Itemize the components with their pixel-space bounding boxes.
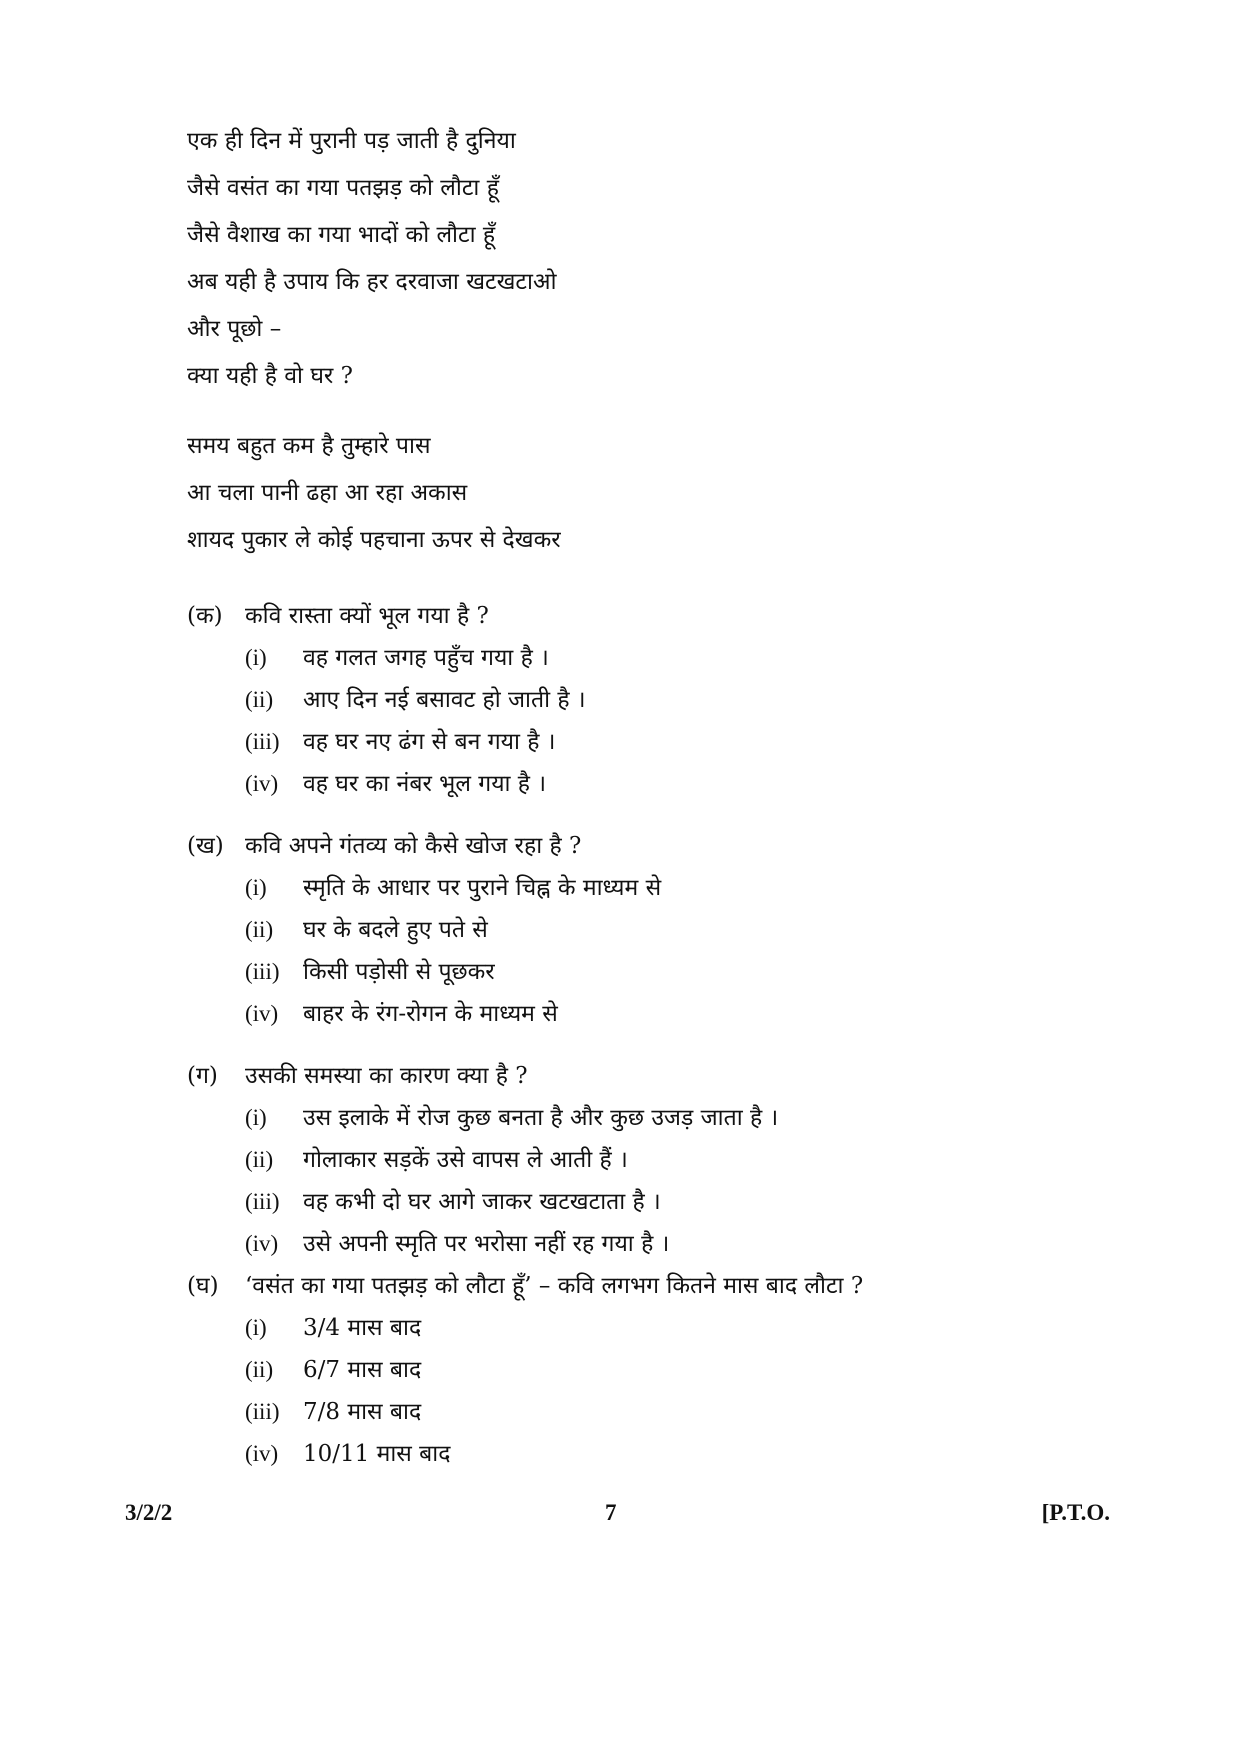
- paper-code: 3/2/2: [125, 1500, 173, 1525]
- option-number: (iv): [245, 771, 279, 796]
- option: [245, 763, 1147, 805]
- option-number: (iii): [245, 1399, 280, 1424]
- option-text: वह घर नए ढंग से बन गया है ।: [303, 729, 556, 755]
- poem-line: जैसे वसंत का गया पतझड़ को लौटा हूँ: [187, 175, 499, 201]
- option-text: घर के बदले हुए पते से: [303, 917, 488, 943]
- question-text: उसकी समस्या का कारण क्या है ?: [245, 1063, 528, 1089]
- option: [245, 1307, 1147, 1349]
- question-label: (क): [187, 603, 223, 629]
- page-footer: [125, 1500, 1110, 1532]
- option-number: (iii): [245, 1189, 280, 1214]
- option-text: गोलाकार सड़कें उसे वापस ले आती हैं ।: [303, 1147, 628, 1173]
- question-text: कवि रास्ता क्यों भूल गया है ?: [245, 603, 489, 629]
- option: [245, 1097, 1147, 1139]
- option-number: (iv): [245, 1231, 279, 1256]
- option: [245, 993, 1147, 1035]
- option-text: वह घर का नंबर भूल गया है ।: [303, 771, 547, 797]
- poem-line: अब यही है उपाय कि हर दरवाजा खटखटाओ: [187, 269, 557, 295]
- option-text: बाहर के रंग-रोगन के माध्यम से: [303, 1001, 558, 1027]
- question-text: कवि अपने गंतव्य को कैसे खोज रहा है ?: [245, 833, 582, 859]
- option-number: (ii): [245, 687, 274, 712]
- option-number: (i): [245, 645, 267, 670]
- option: [245, 951, 1147, 993]
- option-number: (ii): [245, 1357, 274, 1382]
- option-number: (iii): [245, 729, 280, 754]
- option: [245, 679, 1147, 721]
- option-text: 3/4 मास बाद: [303, 1315, 422, 1341]
- option-text: वह गलत जगह पहुँच गया है ।: [303, 645, 549, 671]
- poem-line: शायद पुकार ले कोई पहचाना ऊपर से देखकर: [187, 527, 561, 553]
- poem-line: जैसे वैशाख का गया भादों को लौटा हूँ: [187, 222, 496, 248]
- option-number: (iv): [245, 1001, 279, 1026]
- poem-line: एक ही दिन में पुरानी पड़ जाती है दुनिया: [187, 128, 516, 154]
- option-text: वह कभी दो घर आगे जाकर खटखटाता है ।: [303, 1189, 661, 1215]
- option-text: 7/8 मास बाद: [303, 1399, 422, 1425]
- option: [245, 637, 1147, 679]
- question-ka: [187, 595, 1147, 805]
- questions: [187, 595, 1147, 1475]
- poem-stanza: [187, 118, 1087, 400]
- question-kha: [187, 825, 1147, 1035]
- question-label: (ग): [187, 1063, 218, 1089]
- pto-marker: [P.T.O.: [1041, 1500, 1110, 1525]
- option-text: उसे अपनी स्मृति पर भरोसा नहीं रह गया है ।: [303, 1231, 670, 1257]
- option: [245, 1433, 1147, 1475]
- option-number: (iii): [245, 959, 280, 984]
- option-number: (i): [245, 1315, 267, 1340]
- page-number: 7: [605, 1500, 617, 1525]
- option: [245, 1391, 1147, 1433]
- question-gha: [187, 1265, 1147, 1475]
- option: [245, 1349, 1147, 1391]
- question-label: (ख): [187, 833, 224, 859]
- poem-line: आ चला पानी ढहा आ रहा अकास: [187, 480, 468, 506]
- question-label: (घ): [187, 1273, 219, 1299]
- option-number: (ii): [245, 1147, 274, 1172]
- option-text: किसी पड़ोसी से पूछकर: [303, 959, 495, 985]
- option: [245, 721, 1147, 763]
- option-number: (ii): [245, 917, 274, 942]
- option-text: स्मृति के आधार पर पुराने चिह्न के माध्यम से: [303, 875, 662, 901]
- question-text: ‘वसंत का गया पतझड़ को लौटा हूँ’ – कवि लगभग कितने मास बाद लौटा ?: [245, 1273, 864, 1299]
- option: [245, 867, 1147, 909]
- option-text: 6/7 मास बाद: [303, 1357, 422, 1383]
- option: [245, 1181, 1147, 1223]
- option-text: 10/11 मास बाद: [303, 1441, 451, 1467]
- option-text: आए दिन नई बसावट हो जाती है ।: [303, 687, 586, 713]
- poem-line: और पूछो –: [187, 316, 282, 342]
- option: [245, 909, 1147, 951]
- question-ga: [187, 1055, 1147, 1265]
- option-number: (i): [245, 875, 267, 900]
- poem-line: क्या यही है वो घर ?: [187, 363, 353, 389]
- option-number: (i): [245, 1105, 267, 1130]
- poem: [187, 118, 1087, 564]
- poem-line: समय बहुत कम है तुम्हारे पास: [187, 433, 431, 459]
- option-number: (iv): [245, 1441, 279, 1466]
- poem-stanza: [187, 423, 1087, 564]
- option-text: उस इलाके में रोज कुछ बनता है और कुछ उजड़ जाता है ।: [303, 1105, 779, 1131]
- option: [245, 1139, 1147, 1181]
- option: [245, 1223, 1147, 1265]
